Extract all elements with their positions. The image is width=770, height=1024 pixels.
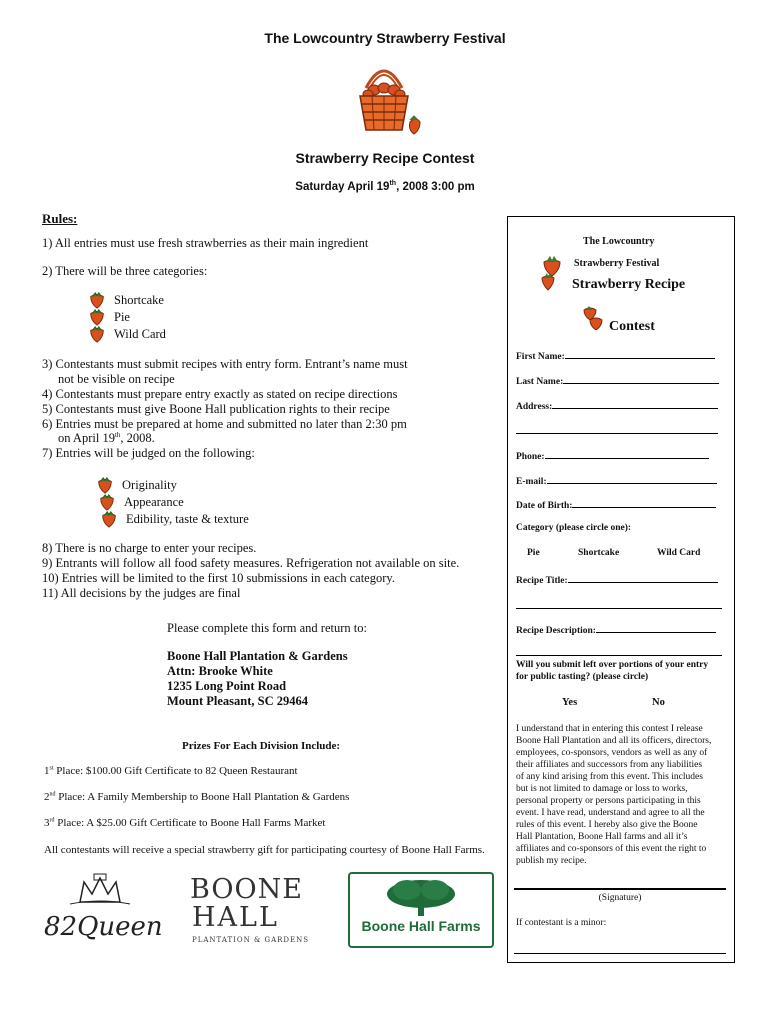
last-name-label: Last Name: xyxy=(516,377,564,387)
phone-label: Phone: xyxy=(516,452,545,462)
leftover-yes[interactable]: Yes xyxy=(562,697,578,708)
prize-3 xyxy=(44,817,325,829)
address-line-1[interactable] xyxy=(552,399,718,409)
release-line: their affiliates and successors from any liabilities xyxy=(516,760,703,770)
address-line: Mount Pleasant, SC 29464 xyxy=(167,694,308,708)
last-name-field[interactable] xyxy=(516,374,719,387)
rule-10: 10) Entries will be limited to the first 10 submissions in each category. xyxy=(42,571,395,585)
release-text xyxy=(516,723,728,867)
recipe-title-field[interactable] xyxy=(516,573,718,586)
release-line: I understand that in entering this contest I release xyxy=(516,724,703,734)
boone-hall-word-1: BOONE xyxy=(190,874,303,905)
first-name-field[interactable] xyxy=(516,349,715,362)
strawberry-icon xyxy=(88,308,106,326)
prize-3-num: 3 xyxy=(44,817,50,829)
festival-title: The Lowcountry Strawberry Festival xyxy=(264,30,506,46)
return-instruction: Please complete this form and return to: xyxy=(167,621,367,635)
criteria-item xyxy=(98,493,184,511)
strawberry-basket-icon xyxy=(344,58,424,138)
email-line[interactable] xyxy=(547,474,717,484)
release-line: rules of this event. I hereby also give the Boone xyxy=(516,820,698,830)
farms-logo-text: Boone Hall Farms xyxy=(361,918,481,934)
signature-line[interactable] xyxy=(514,888,726,890)
boone-hall-logo xyxy=(178,870,310,954)
category-item xyxy=(88,308,130,326)
address-label: Address: xyxy=(516,402,553,412)
boone-hall-word-2: HALL xyxy=(192,902,279,933)
rule-8: 8) There is no charge to enter your recipes. xyxy=(42,541,257,555)
criteria-item xyxy=(96,476,177,494)
form-title-line3: Strawberry Recipe xyxy=(572,277,686,292)
address-line-2[interactable] xyxy=(516,433,718,434)
email-field[interactable] xyxy=(516,474,717,487)
strawberry-icon xyxy=(96,476,114,494)
criteria-label: Edibility, taste & texture xyxy=(126,511,249,526)
phone-line[interactable] xyxy=(545,449,709,459)
strawberry-icon xyxy=(98,493,116,511)
rule-6-year: , 2008. xyxy=(120,431,155,446)
date-suffix: , 2008 3:00 pm xyxy=(396,180,475,193)
category-option-wild-card[interactable]: Wild Card xyxy=(657,548,701,558)
recipe-title-label: Recipe Title: xyxy=(516,576,568,586)
leftover-question-2: for public tasting? (please circle) xyxy=(516,672,649,682)
leftover-question-1: Will you submit left over portions of your entry xyxy=(516,660,709,670)
release-line: employees, co-sponsors, vendors as well as any of xyxy=(516,748,708,758)
category-prompt: Category (please circle one): xyxy=(516,523,632,533)
recipe-title-line[interactable] xyxy=(568,573,718,583)
rule-2: 2) There will be three categories: xyxy=(42,264,208,278)
return-address xyxy=(167,649,348,709)
prize-1-sup: st xyxy=(49,765,54,772)
release-line: publish my recipe. xyxy=(516,856,587,866)
address-line: Boone Hall Plantation & Gardens xyxy=(167,649,348,663)
rule-6: 6) Entries must be prepared at home and submitted no later than 2:30 pm xyxy=(42,417,407,431)
rule-11: 11) All decisions by the judges are final xyxy=(42,586,241,600)
recipe-desc-field[interactable] xyxy=(516,623,716,636)
rule-3: 3) Contestants must submit recipes with entry form. Entrant’s name must xyxy=(42,357,408,371)
signature-label: (Signature) xyxy=(598,893,642,903)
criteria-item xyxy=(100,510,249,528)
prize-2-num: 2 xyxy=(44,791,50,803)
rule-6-sup: th xyxy=(114,431,121,439)
rule-9: 9) Entrants will follow all food safety measures. Refrigeration not available on site. xyxy=(42,556,460,570)
criteria-label: Originality xyxy=(122,477,177,492)
rules-heading: Rules: xyxy=(42,211,78,226)
release-line: personal property or persons participating in this xyxy=(516,796,701,806)
oak-tree-icon xyxy=(381,876,461,916)
date-sup: th xyxy=(389,180,397,187)
prize-1 xyxy=(44,765,298,777)
form-title-line4: Contest xyxy=(609,319,655,334)
category-item xyxy=(88,325,166,343)
dob-label: Date of Birth: xyxy=(516,501,573,511)
prize-1-text: Place: $100.00 Gift Certificate to 82 Queen Restaurant xyxy=(53,765,298,777)
strawberry-icon xyxy=(100,510,118,528)
release-line: affiliates and co-sponsors of this event the right to xyxy=(516,844,707,854)
category-label: Wild Card xyxy=(114,326,166,341)
address-line: 1235 Long Point Road xyxy=(167,679,287,693)
strawberry-pair-icon xyxy=(540,252,566,292)
guardian-signature-line[interactable] xyxy=(514,953,726,954)
form-title-line1: The Lowcountry xyxy=(583,236,655,247)
recipe-title-line-2[interactable] xyxy=(516,608,722,609)
rule-6-cont xyxy=(58,431,155,446)
recipe-desc-line-2[interactable] xyxy=(516,655,722,656)
release-line: but is not limited to damage or loss to works, xyxy=(516,784,688,794)
contest-title: Strawberry Recipe Contest xyxy=(295,150,475,166)
category-option-shortcake[interactable]: Shortcake xyxy=(578,548,620,558)
email-label: E-mail: xyxy=(516,477,547,487)
boone-hall-farms-logo xyxy=(348,872,494,948)
prizes-heading: Prizes For Each Division Include: xyxy=(182,740,341,752)
dob-field[interactable] xyxy=(516,498,716,511)
queen-logo-text: 82Queen xyxy=(44,912,163,942)
criteria-label: Appearance xyxy=(124,494,184,509)
address-field[interactable] xyxy=(516,399,718,412)
boone-hall-subtitle: PLANTATION & GARDENS xyxy=(192,936,310,944)
prize-2-sup: nd xyxy=(49,791,56,798)
category-option-pie[interactable]: Pie xyxy=(527,548,540,558)
minor-label: If contestant is a minor: xyxy=(516,918,607,928)
prize-2-text: Place: A Family Membership to Boone Hall Plantation & Gardens xyxy=(55,791,350,803)
last-name-line[interactable] xyxy=(563,374,719,384)
category-label: Shortcake xyxy=(114,292,164,307)
strawberry-pair-icon xyxy=(580,304,604,330)
contest-date xyxy=(0,180,770,193)
rule-6-date: on April 19 xyxy=(58,431,115,446)
recipe-desc-line[interactable] xyxy=(596,623,716,633)
first-name-label: First Name: xyxy=(516,352,565,362)
rule-4: 4) Contestants must prepare entry exactly as stated on recipe directions xyxy=(42,387,398,401)
first-name-line[interactable] xyxy=(565,349,715,359)
category-item xyxy=(88,291,164,309)
rule-1: 1) All entries must use fresh strawberries as their main ingredient xyxy=(42,236,369,250)
prize-1-num: 1 xyxy=(44,765,50,777)
category-label: Pie xyxy=(114,309,130,324)
release-line: Boone Hall Plantation and all its officers, directors, xyxy=(516,736,712,746)
prize-3-sup: rd xyxy=(49,817,55,824)
prize-3-text: Place: A $25.00 Gift Certificate to Boone Hall Farms Market xyxy=(54,817,326,829)
strawberry-icon xyxy=(88,291,106,309)
address-line: Attn: Brooke White xyxy=(167,664,273,678)
82-queen-logo xyxy=(40,872,163,954)
dob-line[interactable] xyxy=(572,498,716,508)
prize-2 xyxy=(44,791,349,803)
strawberry-icon xyxy=(88,325,106,343)
phone-field[interactable] xyxy=(516,449,709,462)
recipe-desc-label: Recipe Description: xyxy=(516,626,596,636)
prize-note: All contestants will receive a special strawberry gift for participating courtesy of Boone Hall Farms. xyxy=(44,844,485,856)
rule-3-cont: not be visible on recipe xyxy=(58,372,175,386)
rule-5: 5) Contestants must give Boone Hall publication rights to their recipe xyxy=(42,402,390,416)
release-line: Hall Plantation, Boone Hall farms and all it’s xyxy=(516,832,688,842)
leftover-no[interactable]: No xyxy=(652,697,665,708)
rule-7: 7) Entries will be judged on the following: xyxy=(42,446,255,460)
date-prefix: Saturday April 19 xyxy=(295,180,390,193)
release-line: of any kind arising from this event. This includes xyxy=(516,772,703,782)
release-line: event. I have read, understand and agree to all the xyxy=(516,808,705,818)
form-title-line2: Strawberry Festival xyxy=(574,258,660,269)
